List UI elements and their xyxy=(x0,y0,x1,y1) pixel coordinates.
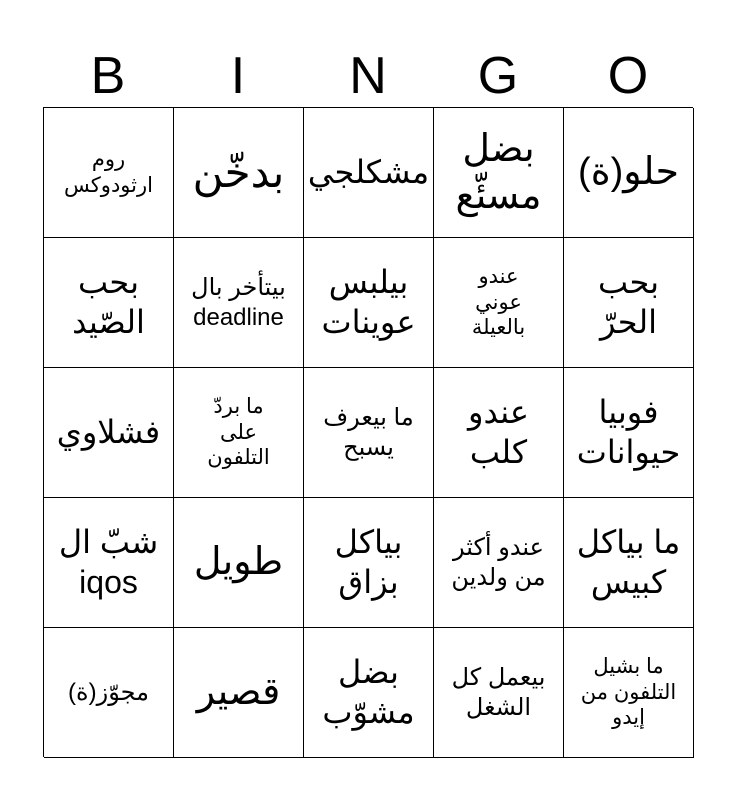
bingo-cell-r3c4[interactable] xyxy=(434,368,564,498)
bingo-cell-r2c1[interactable] xyxy=(44,238,174,368)
header-letter-o: O xyxy=(607,47,649,105)
bingo-cell-r3c1[interactable] xyxy=(44,368,174,498)
cell-label: فشلاوي xyxy=(56,413,161,450)
bingo-cell-r4c3[interactable] xyxy=(304,498,434,628)
cell-label: بدخّن xyxy=(192,148,285,196)
header-letter-b: B xyxy=(90,47,126,105)
cell-label: بحب الحرّ xyxy=(598,264,659,340)
bingo-card xyxy=(43,107,693,757)
cell-label: طويل xyxy=(193,541,284,584)
cell-label: عندو كلب xyxy=(468,394,529,470)
bingo-cell-r1c1[interactable] xyxy=(44,108,174,238)
cell-label: قصير xyxy=(196,671,281,714)
bingo-cell-r2c2[interactable] xyxy=(174,238,304,368)
bingo-header xyxy=(43,46,693,106)
bingo-cell-r4c1[interactable] xyxy=(44,498,174,628)
bingo-cell-r1c2[interactable] xyxy=(174,108,304,238)
cell-label: حلو(ة) xyxy=(578,151,679,194)
bingo-cell-r4c4[interactable] xyxy=(434,498,564,628)
cell-label: بحب الصّيد xyxy=(72,264,145,340)
bingo-cell-r1c4[interactable] xyxy=(434,108,564,238)
bingo-cell-r3c2[interactable] xyxy=(174,368,304,498)
bingo-cell-r5c2[interactable] xyxy=(174,628,304,758)
bingo-cell-r4c5[interactable] xyxy=(564,498,694,628)
bingo-cell-r4c2[interactable] xyxy=(174,498,304,628)
bingo-cell-r5c4[interactable] xyxy=(434,628,564,758)
bingo-cell-r3c3[interactable] xyxy=(304,368,434,498)
cell-label: ما بشيل التلفون من إيدو xyxy=(580,655,677,730)
bingo-cell-r2c5[interactable] xyxy=(564,238,694,368)
cell-label: فوبيا حيوانات xyxy=(576,394,681,470)
cell-label: مجوّز(ة) xyxy=(68,678,149,706)
header-letter-i: I xyxy=(230,47,246,105)
cell-label: ما بياكل كبيس xyxy=(576,524,681,600)
header-letter-n: N xyxy=(349,47,387,105)
cell-label: بياكل بزاق xyxy=(334,524,403,600)
cell-label: بضل مشوّب xyxy=(322,654,415,730)
cell-label: عندو عوني بالعيلة xyxy=(471,265,526,340)
bingo-cell-r1c3[interactable] xyxy=(304,108,434,238)
cell-label: مشكلجي xyxy=(307,153,430,190)
cell-label: بيلبس عوينات xyxy=(321,264,416,340)
bingo-cell-r2c3[interactable] xyxy=(304,238,434,368)
cell-label: بضل مسئّع xyxy=(455,128,542,217)
cell-label: روم ارثودوكس xyxy=(64,147,153,197)
bingo-cell-r3c5[interactable] xyxy=(564,368,694,498)
header-letter-g: G xyxy=(477,47,519,105)
bingo-cell-r5c1[interactable] xyxy=(44,628,174,758)
cell-label: بيتأخر بال deadline xyxy=(191,274,286,331)
cell-label: بيعمل كل الشغل xyxy=(451,664,546,721)
cell-label: عندو أكثر من ولدين xyxy=(451,534,546,591)
bingo-cell-r2c4[interactable] xyxy=(434,238,564,368)
cell-label: ما بيعرف يسبح xyxy=(323,404,414,461)
cell-label: شبّ ال iqos xyxy=(58,524,159,600)
bingo-cell-r1c5[interactable] xyxy=(564,108,694,238)
bingo-cell-r5c3[interactable] xyxy=(304,628,434,758)
cell-label: ما بردّ على التلفون xyxy=(207,395,270,470)
bingo-cell-r5c5[interactable] xyxy=(564,628,694,758)
